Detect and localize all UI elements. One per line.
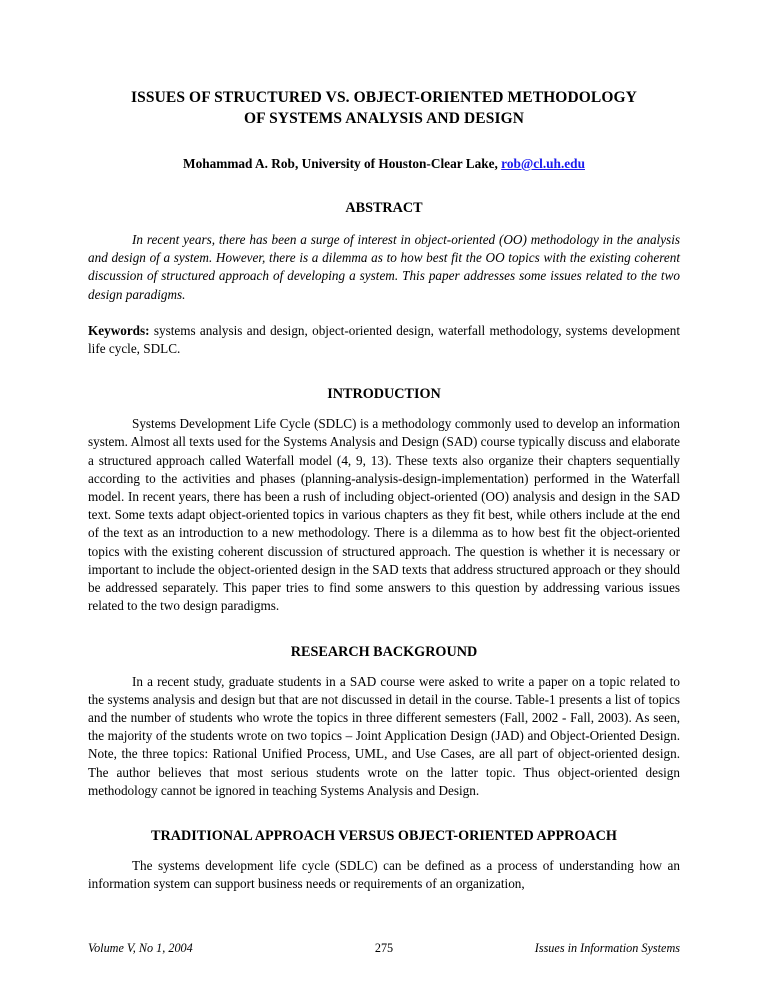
abstract-heading: ABSTRACT [345, 199, 423, 216]
author-line [88, 156, 680, 172]
traditional-approach-heading: TRADITIONAL APPROACH VERSUS OBJECT-ORIENTED APPROACH [151, 828, 617, 845]
keywords-label: Keywords: [88, 322, 150, 338]
footer-journal: Issues in Information Systems [534, 941, 680, 955]
keywords-text: systems analysis and design, object-oriented design, waterfall methodology, systems development life cycle, SDLC. [88, 322, 680, 356]
author-email-link[interactable]: rob@cl.uh.edu [501, 155, 585, 171]
introduction-heading: INTRODUCTION [327, 386, 441, 403]
page-footer [88, 941, 680, 956]
abstract-body: In recent years, there has been a surge of interest in object-oriented (OO) methodology in the analysis and design of a system. However, there is a dilemma as to how best fit the OO topics with the existing coherent discussion of structured approach of developing a system. This paper addresses some issues related to the two design paradigms. [88, 231, 680, 302]
research-background-body: In a recent study, graduate students in a SAD course were asked to write a paper on a topic related to the systems analysis and design but that are not discussed in detail in the course. Table-1 presents a list of topics and the number of students who wrote the topics in three different semesters (Fall, 2002 - Fall, 2003). As seen, the majority of the students wrote on two topics – Joint Application Design (JAD) and Object-Oriented Design. Note, the three topics: Rational Unified Process, UML, and Use Cases, are all part of object-oriented design. The author believes that most serious students wrote on the latter topic. Thus object-oriented design methodology cannot be ignored in teaching Systems Analysis and Design. [88, 673, 680, 798]
introduction-body: Systems Development Life Cycle (SDLC) is a methodology commonly used to develop an information system. Almost all texts used for the Systems Analysis and Design (SAD) course typically discuss and elaborate a structured approach called Waterfall model (4, 9, 13). These texts also organize their chapters sequentially according to the activities and phases (planning-analysis-design-implementation) performed in the Waterfall model. In recent years, there has been a rush of including object-oriented (OO) analysis and design in the SAD text. Some texts adapt object-oriented topics in various chapters as they fit best, while others include at the end of the text as an introduction to a new methodology. There is a dilemma as to how best fit the object-oriented topics with the existing coherent discussion of structured approach. The question is whether it is necessary or important to include the object-oriented design in the SAD texts that address structured approach or they should be addressed separately. This paper tries to find some answers to this question by addressing various issues related to the two design paradigms. [88, 416, 680, 614]
page-title [88, 88, 680, 130]
traditional-approach-body: The systems development life cycle (SDLC) can be defined as a process of understanding how an information system can support business needs or requirements of an organization, [88, 858, 680, 892]
keywords-line [88, 322, 680, 358]
page-title-line-2: OF SYSTEMS ANALYSIS AND DESIGN [243, 109, 525, 127]
page-title-line-1: ISSUES OF STRUCTURED VS. OBJECT-ORIENTED METHODOLOGY [131, 89, 637, 106]
author-name-affiliation: Mohammad A. Rob, University of Houston-Clear Lake, [183, 155, 502, 171]
footer-volume: Volume V, No 1, 2004 [88, 941, 193, 955]
research-background-heading: RESEARCH BACKGROUND [290, 643, 478, 660]
footer-page-number: 275 [374, 941, 394, 955]
